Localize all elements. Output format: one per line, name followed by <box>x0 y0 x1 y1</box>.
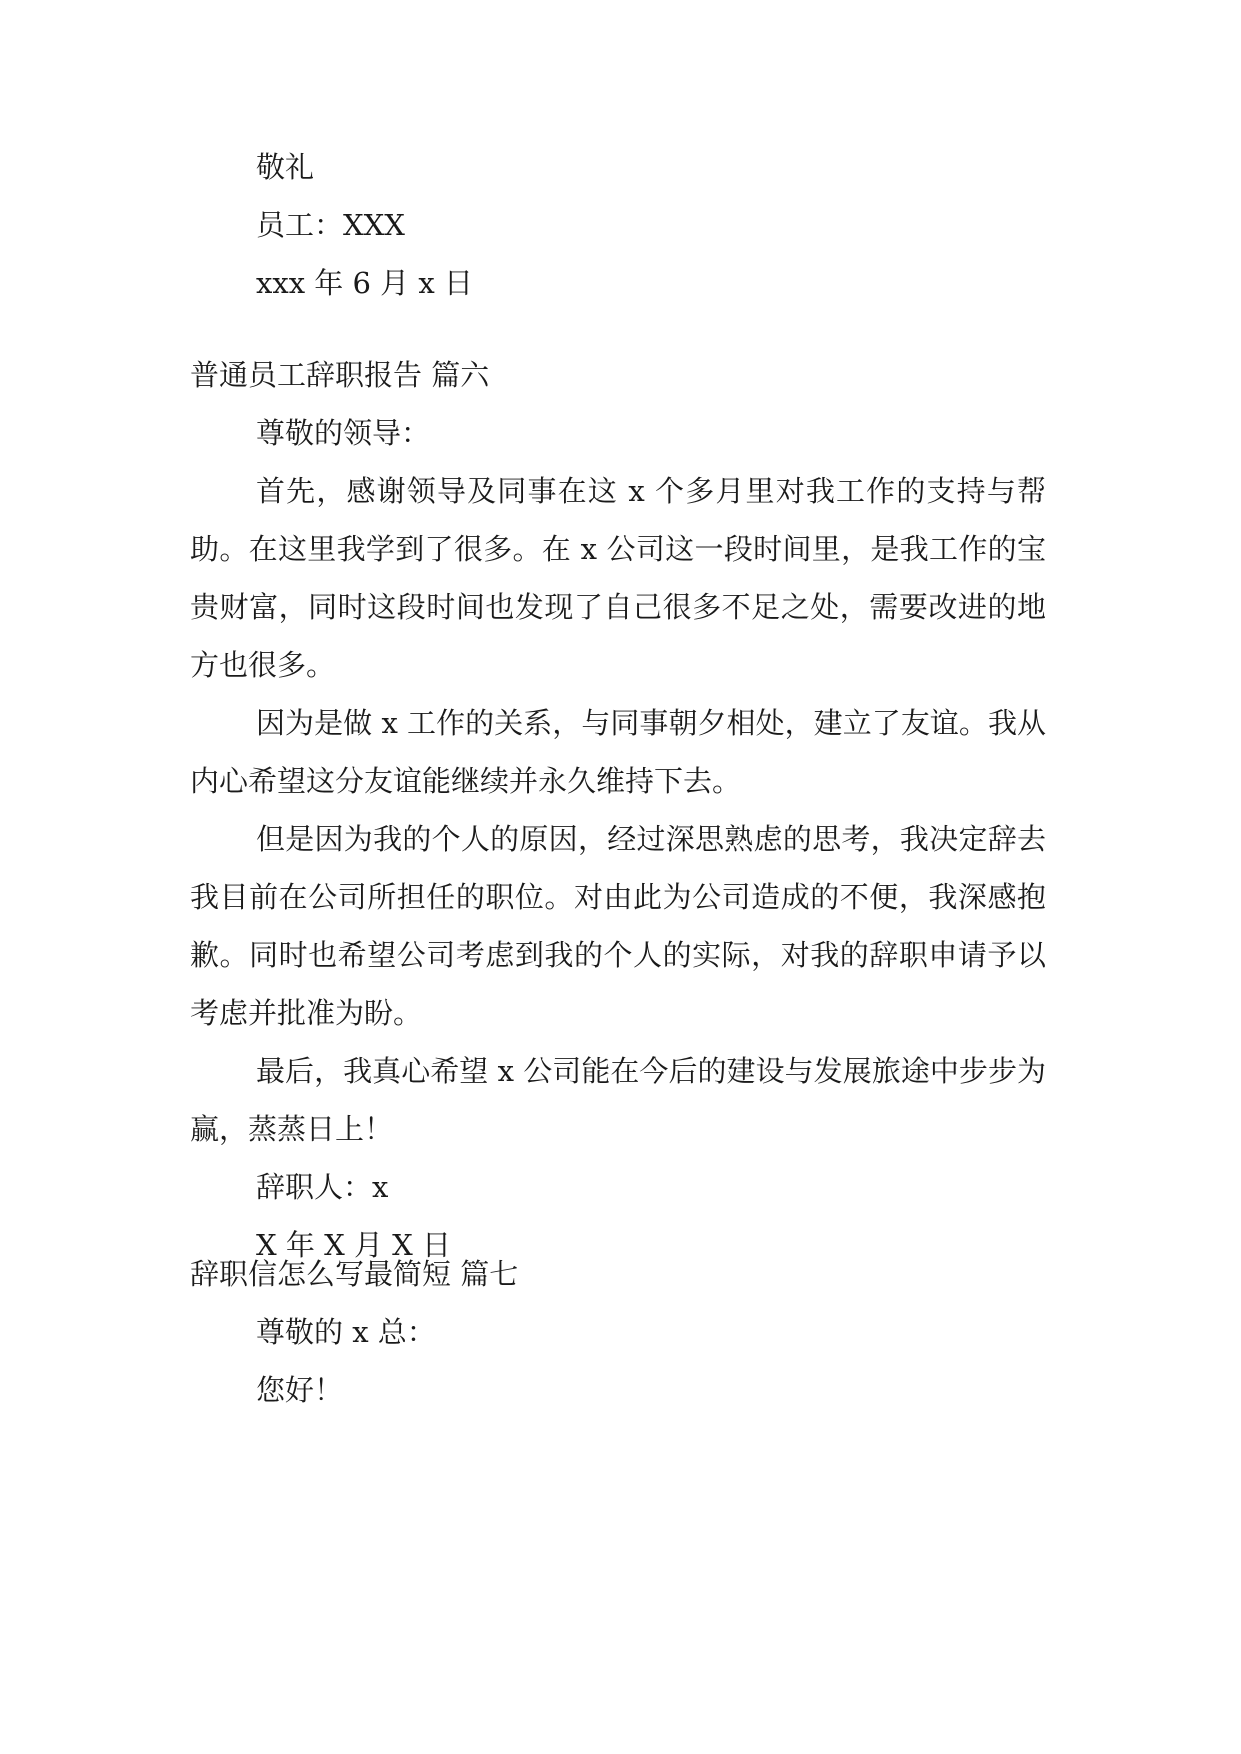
closing-employee: 员工：XXX <box>256 208 405 242</box>
closing-date: xxx 年 6 月 x 日 <box>256 266 473 300</box>
section-six <box>190 346 1046 1274</box>
section-six-paragraph: 最后，我真心希望 x 公司能在今后的建设与发展旅途中步步为赢，蒸蒸日上！ <box>190 1054 1046 1146</box>
closing-salutation: 敬礼 <box>256 150 315 184</box>
section-six-paragraph: 因为是做 x 工作的关系，与同事朝夕相处，建立了友谊。我从内心希望这分友谊能继续并永久维持下去。 <box>190 706 1046 798</box>
section-six-paragraph: 首先，感谢领导及同事在这 x 个多月里对我工作的支持与帮助。在这里我学到了很多。在 x 公司这一段时间里，是我工作的宝贵财富，同时这段时间也发现了自己很多不足之处，需要改进的地方也很多。 <box>190 474 1046 682</box>
section-six-title: 普通员工辞职报告 篇六 <box>190 358 490 392</box>
section-seven <box>190 1245 1046 1419</box>
closing-block <box>190 138 1046 312</box>
section-seven-greeting: 尊敬的 x 总： <box>256 1315 436 1349</box>
section-six-date: X 年 X 月 X 日 <box>256 1228 452 1262</box>
section-seven-hello: 您好！ <box>256 1373 344 1407</box>
section-six-paragraph: 但是因为我的个人的原因，经过深思熟虑的思考，我决定辞去我目前在公司所担任的职位。对由此为公司造成的不便，我深感抱歉。同时也希望公司考虑到我的个人的实际，对我的辞职申请予以考虑并批准为盼。 <box>190 822 1046 1030</box>
section-six-greeting: 尊敬的领导： <box>256 416 431 450</box>
section-six-signer: 辞职人：x <box>256 1170 389 1204</box>
section-seven-title: 辞职信怎么写最简短 篇七 <box>190 1257 519 1291</box>
